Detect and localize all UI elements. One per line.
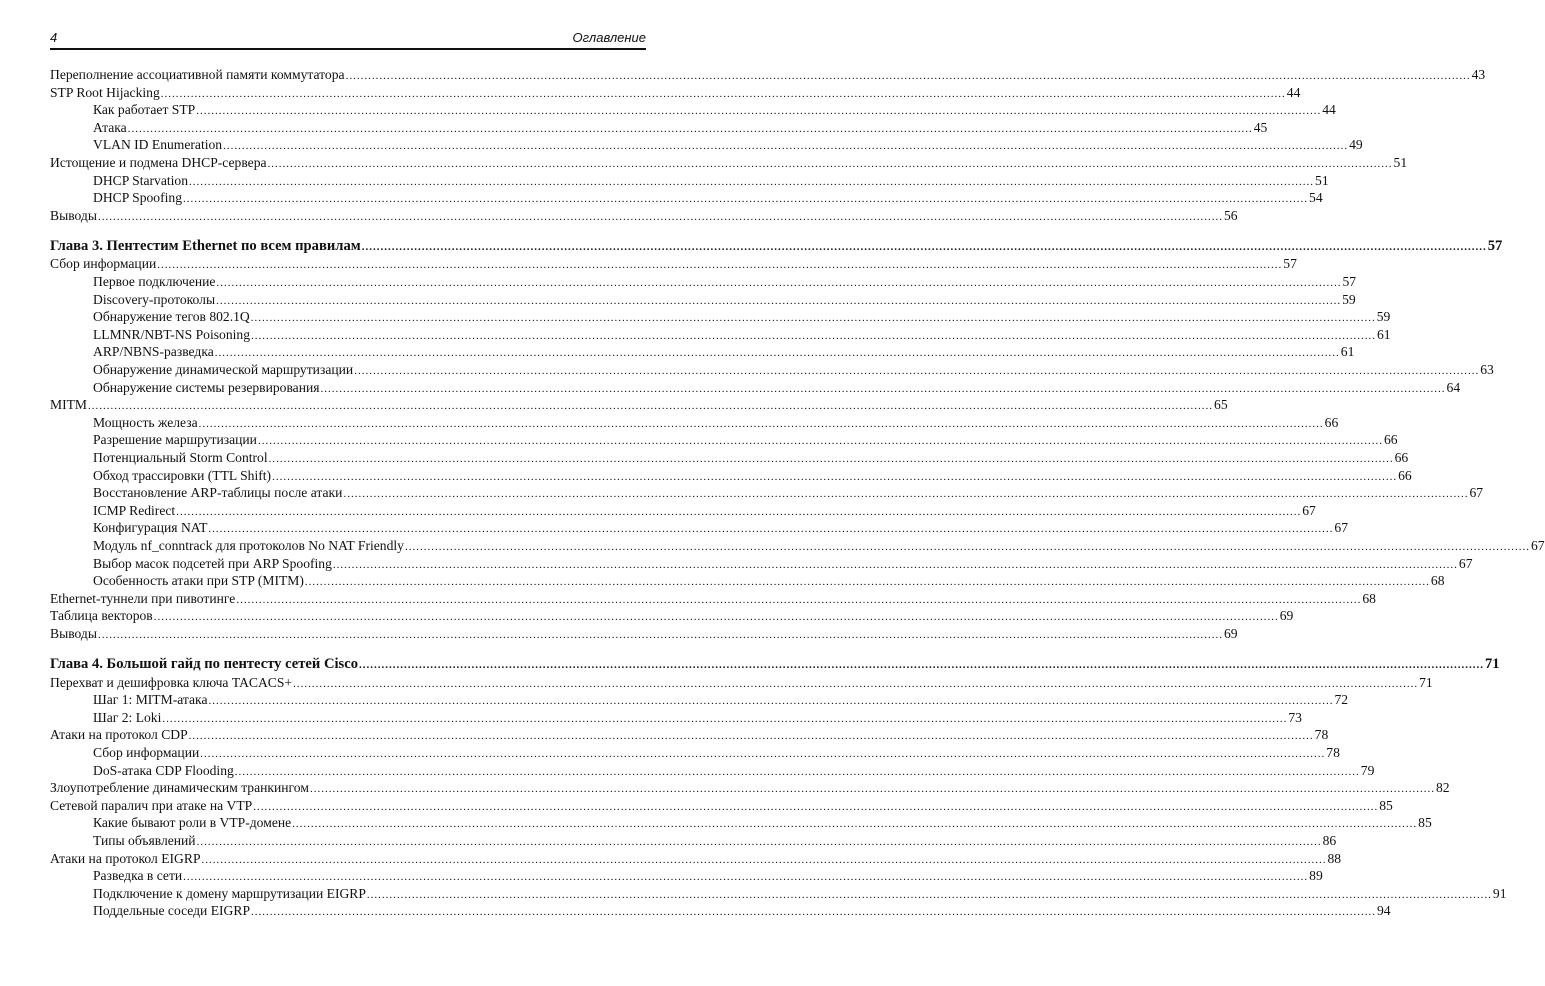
entry-page: 45 bbox=[1253, 119, 1268, 135]
entry-page: 91 bbox=[1492, 885, 1507, 901]
entry-title: Разрешение маршрутизации bbox=[93, 432, 257, 448]
dot-leader: ............................................................................................................................................................................................................................................................................................................ bbox=[304, 576, 1430, 589]
toc-entry[interactable] bbox=[50, 66, 1486, 84]
entry-title: Обнаружение системы резервирования bbox=[93, 379, 320, 395]
entry-page: 67 bbox=[1469, 485, 1484, 501]
entry-page: 86 bbox=[1322, 832, 1337, 848]
dot-leader: ............................................................................................................................................................................................................................................................................................................ bbox=[153, 611, 1279, 624]
toc-entry[interactable] bbox=[50, 590, 1376, 608]
toc-entry[interactable] bbox=[50, 154, 1408, 172]
entry-page: 82 bbox=[1435, 780, 1450, 796]
toc-chapter[interactable] bbox=[50, 237, 1503, 256]
entry-page: 56 bbox=[1223, 207, 1238, 223]
toc-entry[interactable] bbox=[50, 291, 1356, 309]
toc-entry[interactable] bbox=[50, 308, 1391, 326]
toc-entry[interactable] bbox=[50, 674, 1433, 692]
entry-title: Таблица векторов bbox=[50, 608, 153, 624]
dot-leader: ............................................................................................................................................................................................................................................................................................................ bbox=[208, 523, 1334, 536]
entry-page: 71 bbox=[1419, 674, 1433, 690]
toc-entry[interactable] bbox=[50, 607, 1294, 625]
entry-page: 85 bbox=[1379, 797, 1393, 813]
dot-leader: ............................................................................................................................................................................................................................................................................................................ bbox=[404, 540, 1530, 553]
toc-entry[interactable] bbox=[50, 902, 1391, 920]
toc-entry[interactable] bbox=[50, 762, 1375, 780]
toc-entry[interactable] bbox=[50, 850, 1342, 868]
toc-entry[interactable] bbox=[50, 119, 1268, 137]
entry-page: 69 bbox=[1279, 608, 1294, 624]
entry-title: Подключение к домену маршрутизации EIGRP bbox=[93, 885, 366, 901]
entry-title: Какие бывают роли в VTP-домене bbox=[93, 815, 292, 831]
entry-title: LLMNR/NBT-NS Poisoning bbox=[93, 326, 250, 342]
toc-entry[interactable] bbox=[50, 449, 1409, 467]
toc-entry[interactable] bbox=[50, 519, 1348, 537]
entry-title: Злоупотребление динамическим транкингом bbox=[50, 780, 309, 796]
entry-title: Первое подключение bbox=[93, 274, 216, 290]
dot-leader: ............................................................................................................................................................................................................................................................................................................ bbox=[160, 87, 1286, 100]
dot-leader: ............................................................................................................................................................................................................................................................................................................ bbox=[183, 193, 1309, 206]
entry-title: Сетевой паралич при атаке на VTP bbox=[50, 797, 253, 813]
dot-leader: ............................................................................................................................................................................................................................................................................................................ bbox=[251, 329, 1376, 342]
entry-title: ICMP Redirect bbox=[93, 502, 176, 518]
entry-title: Обнаружение динамической маршрутизации bbox=[93, 362, 354, 377]
toc-entry[interactable] bbox=[50, 414, 1339, 432]
dot-leader: ............................................................................................................................................................................................................................................................................................................ bbox=[97, 210, 1223, 223]
dot-leader: ............................................................................................................................................................................................................................................................................................................ bbox=[200, 747, 1326, 760]
entry-title: Атаки на протокол CDP bbox=[50, 727, 188, 743]
entry-page: 94 bbox=[1377, 903, 1391, 919]
dot-leader: ............................................................................................................................................................................................................................................................................................................ bbox=[189, 175, 1315, 188]
entry-page: 78 bbox=[1314, 727, 1329, 743]
toc-entry[interactable] bbox=[50, 467, 1412, 485]
entry-title: Шаг 2: Loki bbox=[93, 709, 162, 725]
dot-leader: ............................................................................................................................................................................................................................................................................................................ bbox=[97, 628, 1223, 641]
entry-page: 73 bbox=[1288, 709, 1302, 725]
entry-page: 78 bbox=[1326, 744, 1340, 760]
toc-entry[interactable] bbox=[50, 744, 1340, 762]
dot-leader: ............................................................................................................................................................................................................................................................................................................ bbox=[293, 677, 1419, 690]
entry-page: 65 bbox=[1214, 397, 1228, 413]
dot-leader: ............................................................................................................................................................................................................................................................................................................ bbox=[157, 259, 1283, 272]
toc-entry[interactable] bbox=[50, 136, 1363, 154]
entry-title: Поддельные соседи EIGRP bbox=[93, 903, 250, 919]
toc-entry[interactable] bbox=[50, 502, 1316, 520]
entry-title: Истощение и подмена DHCP-сервера bbox=[50, 154, 267, 170]
entry-title: Конфигурация NAT bbox=[93, 520, 208, 536]
entry-page: 51 bbox=[1315, 172, 1329, 188]
dot-leader: ............................................................................................................................................................................................................................................................................................................ bbox=[176, 505, 1302, 518]
dot-leader: ............................................................................................................................................................................................................................................................................................................ bbox=[183, 871, 1309, 884]
page-number: 4 bbox=[50, 30, 58, 45]
entry-title: Выбор масок подсетей при ARP Spoofing bbox=[93, 555, 332, 571]
dot-leader: ............................................................................................................................................................................................................................................................................................................ bbox=[267, 157, 1393, 170]
entry-page: 68 bbox=[1362, 590, 1376, 606]
entry-page: 61 bbox=[1340, 344, 1355, 360]
entry-title: Мощность железа bbox=[93, 414, 198, 430]
entry-page: 71 bbox=[1485, 656, 1500, 672]
toc-entry[interactable] bbox=[50, 207, 1238, 225]
entry-title: Обход трассировки (TTL Shift) bbox=[93, 467, 272, 483]
toc-entry[interactable] bbox=[50, 797, 1393, 815]
entry-page: 57 bbox=[1487, 237, 1503, 254]
entry-page: 59 bbox=[1376, 309, 1391, 325]
entry-title: Как работает STP bbox=[93, 102, 196, 118]
toc-entry[interactable] bbox=[50, 326, 1391, 344]
dot-leader: ............................................................................................................................................................................................................................................................................................................ bbox=[361, 240, 1487, 253]
entry-title: DHCP Starvation bbox=[93, 172, 189, 188]
entry-title: Ethernet-туннели при пивотинге bbox=[50, 590, 236, 606]
entry-title: Разведка в сети bbox=[93, 868, 183, 884]
dot-leader: ............................................................................................................................................................................................................................................................................................................ bbox=[292, 818, 1418, 831]
entry-page: 68 bbox=[1430, 573, 1445, 589]
entry-page: 88 bbox=[1327, 850, 1342, 866]
dot-leader: ............................................................................................................................................................................................................................................................................................................ bbox=[272, 470, 1398, 483]
dot-leader: ............................................................................................................................................................................................................................................................................................................ bbox=[253, 800, 1379, 813]
dot-leader: ............................................................................................................................................................................................................................................................................................................ bbox=[234, 765, 1360, 778]
entry-title: Потенциальный Storm Control bbox=[93, 449, 268, 465]
running-title: Оглавление bbox=[572, 30, 646, 45]
dot-leader: ............................................................................................................................................................................................................................................................................................................ bbox=[257, 435, 1383, 448]
entry-page: 61 bbox=[1377, 326, 1391, 342]
dot-leader: ............................................................................................................................................................................................................................................................................................................ bbox=[216, 294, 1342, 307]
entry-title: Discovery-протоколы bbox=[93, 291, 216, 307]
dot-leader: ............................................................................................................................................................................................................................................................................................................ bbox=[345, 70, 1471, 82]
toc-entry[interactable] bbox=[50, 273, 1357, 291]
dot-leader: ............................................................................................................................................................................................................................................................................................................ bbox=[223, 140, 1349, 153]
toc-entry[interactable] bbox=[50, 625, 1238, 643]
entry-page: 67 bbox=[1530, 537, 1545, 553]
entry-page: 51 bbox=[1393, 154, 1408, 170]
toc-entry[interactable] bbox=[50, 832, 1337, 850]
page-header bbox=[50, 28, 646, 50]
toc-entry[interactable] bbox=[50, 867, 1323, 885]
toc-entry[interactable] bbox=[50, 885, 1507, 903]
entry-page: 49 bbox=[1349, 137, 1363, 153]
entry-page: 66 bbox=[1394, 449, 1409, 465]
toc-entry[interactable] bbox=[50, 396, 1228, 414]
entry-title: Перехват и дешифровка ключа TACACS+ bbox=[50, 674, 293, 690]
dot-leader: ............................................................................................................................................................................................................................................................................................................ bbox=[198, 417, 1324, 430]
dot-leader: ............................................................................................................................................................................................................................................................................................................ bbox=[236, 593, 1362, 606]
entry-title: Обнаружение тегов 802.1Q bbox=[93, 309, 250, 325]
dot-leader: ............................................................................................................................................................................................................................................................................................................ bbox=[354, 365, 1480, 377]
toc-entry[interactable] bbox=[50, 379, 1461, 397]
toc-entry[interactable] bbox=[50, 84, 1301, 102]
entry-page: 44 bbox=[1286, 84, 1301, 100]
entry-title: Типы объявлений bbox=[93, 832, 196, 848]
entry-title: DHCP Spoofing bbox=[93, 190, 183, 206]
dot-leader: ............................................................................................................................................................................................................................................................................................................ bbox=[250, 312, 1376, 325]
entry-page: 54 bbox=[1309, 190, 1323, 206]
toc-entry[interactable] bbox=[50, 814, 1432, 832]
dot-leader: ............................................................................................................................................................................................................................................................................................................ bbox=[268, 452, 1394, 465]
entry-page: 89 bbox=[1309, 868, 1323, 884]
toc-entry[interactable] bbox=[50, 555, 1473, 573]
entry-title: DoS-атака CDP Flooding bbox=[93, 762, 234, 778]
toc-entry[interactable] bbox=[50, 779, 1450, 797]
toc-entry[interactable] bbox=[50, 361, 1494, 379]
entry-title: MITM bbox=[50, 397, 88, 413]
dot-leader: ............................................................................................................................................................................................................................................................................................................ bbox=[201, 853, 1327, 866]
entry-page: 66 bbox=[1383, 432, 1398, 448]
dot-leader: ............................................................................................................................................................................................................................................................................................................ bbox=[343, 488, 1469, 501]
entry-title: Модуль nf_conntrack для протоколов No NAT Friendly bbox=[93, 537, 404, 553]
dot-leader: ............................................................................................................................................................................................................................................................................................................ bbox=[162, 712, 1288, 725]
entry-page: 57 bbox=[1342, 274, 1357, 290]
dot-leader: ............................................................................................................................................................................................................................................................................................................ bbox=[214, 347, 1340, 360]
toc-entry[interactable] bbox=[50, 431, 1398, 449]
entry-title: Глава 4. Большой гайд по пентесту сетей Cisco bbox=[50, 656, 358, 672]
entry-page: 57 bbox=[1283, 256, 1297, 272]
toc-entry[interactable] bbox=[50, 343, 1355, 361]
entry-title: Переполнение ассоциативной памяти коммутатора bbox=[50, 67, 345, 82]
toc-entry[interactable] bbox=[50, 572, 1445, 590]
entry-title: Сбор информации bbox=[50, 256, 157, 272]
entry-title: Восстановление ARP-таблицы после атаки bbox=[93, 485, 343, 501]
entry-title: Глава 3. Пентестим Ethernet по всем правилам bbox=[50, 237, 361, 254]
toc-entry[interactable] bbox=[50, 537, 1545, 555]
entry-page: 59 bbox=[1342, 291, 1356, 307]
entry-title: Выводы bbox=[50, 207, 97, 223]
dot-leader: ............................................................................................................................................................................................................................................................................................................ bbox=[359, 659, 1484, 671]
entry-page: 67 bbox=[1458, 555, 1473, 571]
entry-page: 44 bbox=[1322, 102, 1336, 118]
dot-leader: ............................................................................................................................................................................................................................................................................................................ bbox=[332, 558, 1458, 571]
dot-leader: ............................................................................................................................................................................................................................................................................................................ bbox=[216, 277, 1342, 290]
entry-page: 63 bbox=[1480, 362, 1494, 377]
entry-page: 66 bbox=[1398, 467, 1412, 483]
entry-title: ARP/NBNS-разведка bbox=[93, 344, 214, 360]
entry-title: Сбор информации bbox=[93, 744, 200, 760]
entry-page: 79 bbox=[1360, 762, 1375, 778]
dot-leader: ............................................................................................................................................................................................................................................................................................................ bbox=[309, 783, 1435, 796]
entry-title: Выводы bbox=[50, 625, 97, 641]
entry-title: Атаки на протокол EIGRP bbox=[50, 850, 201, 866]
entry-page: 64 bbox=[1446, 379, 1461, 395]
entry-page: 85 bbox=[1418, 815, 1432, 831]
entry-title: VLAN ID Enumeration bbox=[93, 137, 223, 153]
dot-leader: ............................................................................................................................................................................................................................................................................................................ bbox=[208, 695, 1334, 708]
toc-entry[interactable] bbox=[50, 484, 1484, 502]
toc-entry[interactable] bbox=[50, 172, 1329, 190]
entry-title: STP Root Hijacking bbox=[50, 84, 160, 100]
dot-leader: ............................................................................................................................................................................................................................................................................................................ bbox=[127, 122, 1253, 135]
toc-entry[interactable] bbox=[50, 709, 1302, 727]
dot-leader: ............................................................................................................................................................................................................................................................................................................ bbox=[196, 835, 1322, 848]
entry-page: 66 bbox=[1324, 414, 1339, 430]
entry-page: 43 bbox=[1471, 67, 1486, 82]
toc-entry[interactable] bbox=[50, 691, 1349, 709]
dot-leader: ............................................................................................................................................................................................................................................................................................................ bbox=[196, 105, 1322, 118]
entry-page: 67 bbox=[1302, 502, 1316, 518]
toc-chapter[interactable] bbox=[50, 656, 1500, 674]
entry-page: 67 bbox=[1334, 520, 1348, 536]
toc-entry[interactable] bbox=[50, 189, 1323, 207]
dot-leader: ............................................................................................................................................................................................................................................................................................................ bbox=[88, 400, 1214, 413]
toc-entry[interactable] bbox=[50, 101, 1336, 119]
table-of-contents bbox=[50, 66, 1545, 920]
toc-entry[interactable] bbox=[50, 726, 1329, 744]
entry-title: Атака bbox=[93, 119, 127, 135]
toc-entry[interactable] bbox=[50, 255, 1297, 273]
entry-page: 72 bbox=[1334, 692, 1349, 708]
dot-leader: ............................................................................................................................................................................................................................................................................................................ bbox=[188, 730, 1314, 743]
dot-leader: ............................................................................................................................................................................................................................................................................................................ bbox=[320, 382, 1446, 395]
entry-page: 69 bbox=[1223, 625, 1238, 641]
entry-title: Особенность атаки при STP (MITM) bbox=[93, 573, 304, 589]
dot-leader: ............................................................................................................................................................................................................................................................................................................ bbox=[366, 888, 1492, 901]
dot-leader: ............................................................................................................................................................................................................................................................................................................ bbox=[251, 906, 1376, 919]
entry-title: Шаг 1: MITM-атака bbox=[93, 692, 208, 708]
